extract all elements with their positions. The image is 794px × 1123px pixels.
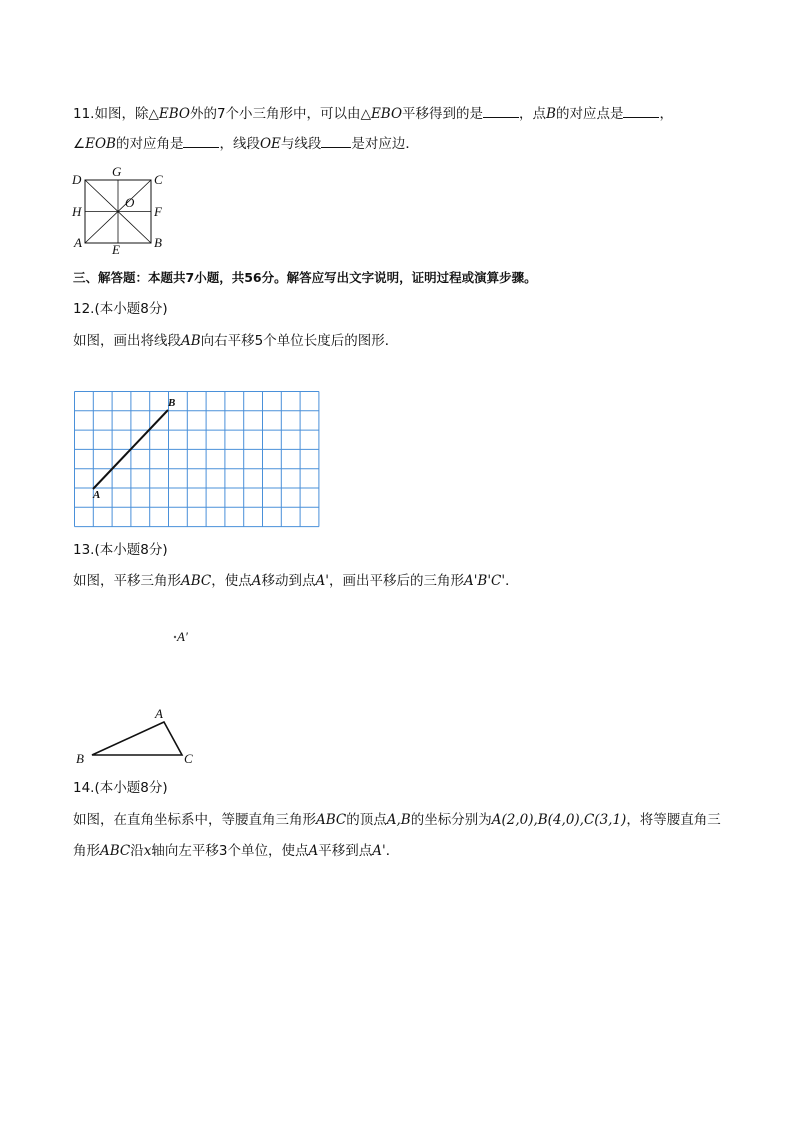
math-var: ABC: [181, 573, 212, 589]
answer-blank[interactable]: [483, 104, 519, 118]
answer-blank[interactable]: [623, 104, 659, 118]
label-B: B: [76, 751, 84, 766]
math-var: ABC: [316, 812, 347, 828]
q14-text: 角形: [73, 843, 100, 859]
q14-text: 的坐标分别为: [410, 812, 492, 828]
q12-prompt: [73, 331, 398, 351]
math-var: A'B'C': [463, 573, 506, 589]
label-B: B: [168, 397, 176, 409]
q11-text: 平移得到的是: [402, 106, 484, 122]
q14-line1: [73, 810, 721, 830]
q14-line2: [73, 841, 399, 861]
q11-text: 外的7个小三角形中，可以由: [189, 106, 361, 122]
q14-text: 的顶点: [346, 812, 387, 828]
math-var: A': [372, 843, 386, 859]
q13-triangle-figure: [70, 620, 210, 770]
q14-text: ．: [385, 843, 400, 859]
section-text: 分。解答应写出文字说明，证明过程或演算步骤。: [261, 270, 537, 285]
answer-blank[interactable]: [321, 134, 351, 148]
label-E: E: [112, 242, 120, 257]
label-A: A: [93, 489, 101, 501]
label-A-prime: A′: [177, 629, 188, 644]
math-var: A,B: [386, 812, 411, 828]
q11-text: ，线段: [219, 136, 260, 152]
math-var: OE: [259, 136, 281, 152]
q14-text: 平移到点: [318, 843, 373, 859]
math-var: ABC: [100, 843, 131, 859]
q13-text: 如图，平移三角形: [73, 573, 181, 589]
triangle-ABC: [92, 722, 182, 755]
q11-text: 的对应角是: [115, 136, 184, 152]
q11-text: 如图，除: [94, 106, 149, 122]
q13-header: 13.(本小题8分): [73, 542, 168, 558]
triangle-symbol: △: [360, 106, 371, 122]
q13-text: ，使点: [211, 573, 252, 589]
q11-text: 与线段: [280, 136, 322, 152]
label-C: C: [154, 172, 163, 187]
q12-header: 12.(本小题8分): [73, 301, 168, 317]
label-A: A: [74, 235, 82, 250]
q13-text: ，画出平移后的三角形: [328, 573, 464, 589]
section-3-header: [73, 268, 537, 288]
q11-text: ，: [659, 106, 673, 122]
answer-blank[interactable]: [183, 134, 219, 148]
section-text: 小题，共: [194, 270, 245, 285]
math-var: A': [315, 573, 329, 589]
label-H: H: [72, 204, 82, 219]
label-A: A: [155, 706, 163, 721]
q14-text: 轴向左平移3个单位，使点: [151, 843, 309, 859]
math-var: B: [546, 106, 556, 122]
q11-line2: [73, 134, 419, 154]
math-var: A: [308, 843, 319, 859]
math-var: AB: [181, 333, 201, 349]
section-text: 56: [244, 270, 262, 285]
section-text: 7: [185, 270, 195, 285]
label-F: F: [154, 204, 162, 219]
q14-text: ，将等腰直角三: [626, 812, 721, 828]
label-D: D: [72, 172, 82, 187]
math-var: EBO: [158, 106, 190, 122]
math-var: EBO: [370, 106, 403, 122]
math-var: EOB: [85, 136, 116, 152]
q12-text: 向右平移5个单位长度后的图形．: [200, 333, 399, 349]
label-C: C: [184, 751, 193, 766]
q12-grid-figure: [74, 391, 319, 527]
label-O: O: [125, 195, 135, 210]
math-var: A: [251, 573, 262, 589]
q14-header: 14.(本小题8分): [73, 780, 168, 796]
q13-prompt: [73, 571, 519, 591]
label-B: B: [154, 235, 162, 250]
math-coordinates: A(2,0),B(4,0),C(3,1): [491, 812, 627, 828]
q12-text: 如图，画出将线段: [73, 333, 181, 349]
q11-text: ，点: [519, 106, 547, 122]
q13-text: ．: [505, 573, 519, 589]
q14-text: 沿: [130, 843, 144, 859]
angle-symbol: ∠: [73, 136, 86, 152]
q11-number: 11.: [73, 106, 95, 122]
section-text: 三、解答题：本题共: [73, 270, 186, 285]
q11-line1: [73, 104, 673, 124]
grid-lines: [75, 392, 319, 527]
q11-square-figure: [70, 166, 170, 258]
q13-text: 移动到点: [261, 573, 316, 589]
point-A-prime: [174, 636, 176, 638]
triangle-symbol: △: [148, 106, 159, 122]
math-var: x: [143, 843, 152, 859]
q11-text: 是对应边．: [351, 136, 419, 152]
q11-text: 的对应点是: [555, 106, 624, 122]
label-G: G: [112, 164, 122, 179]
q14-text: 如图，在直角坐标系中，等腰直角三角形: [73, 812, 316, 828]
